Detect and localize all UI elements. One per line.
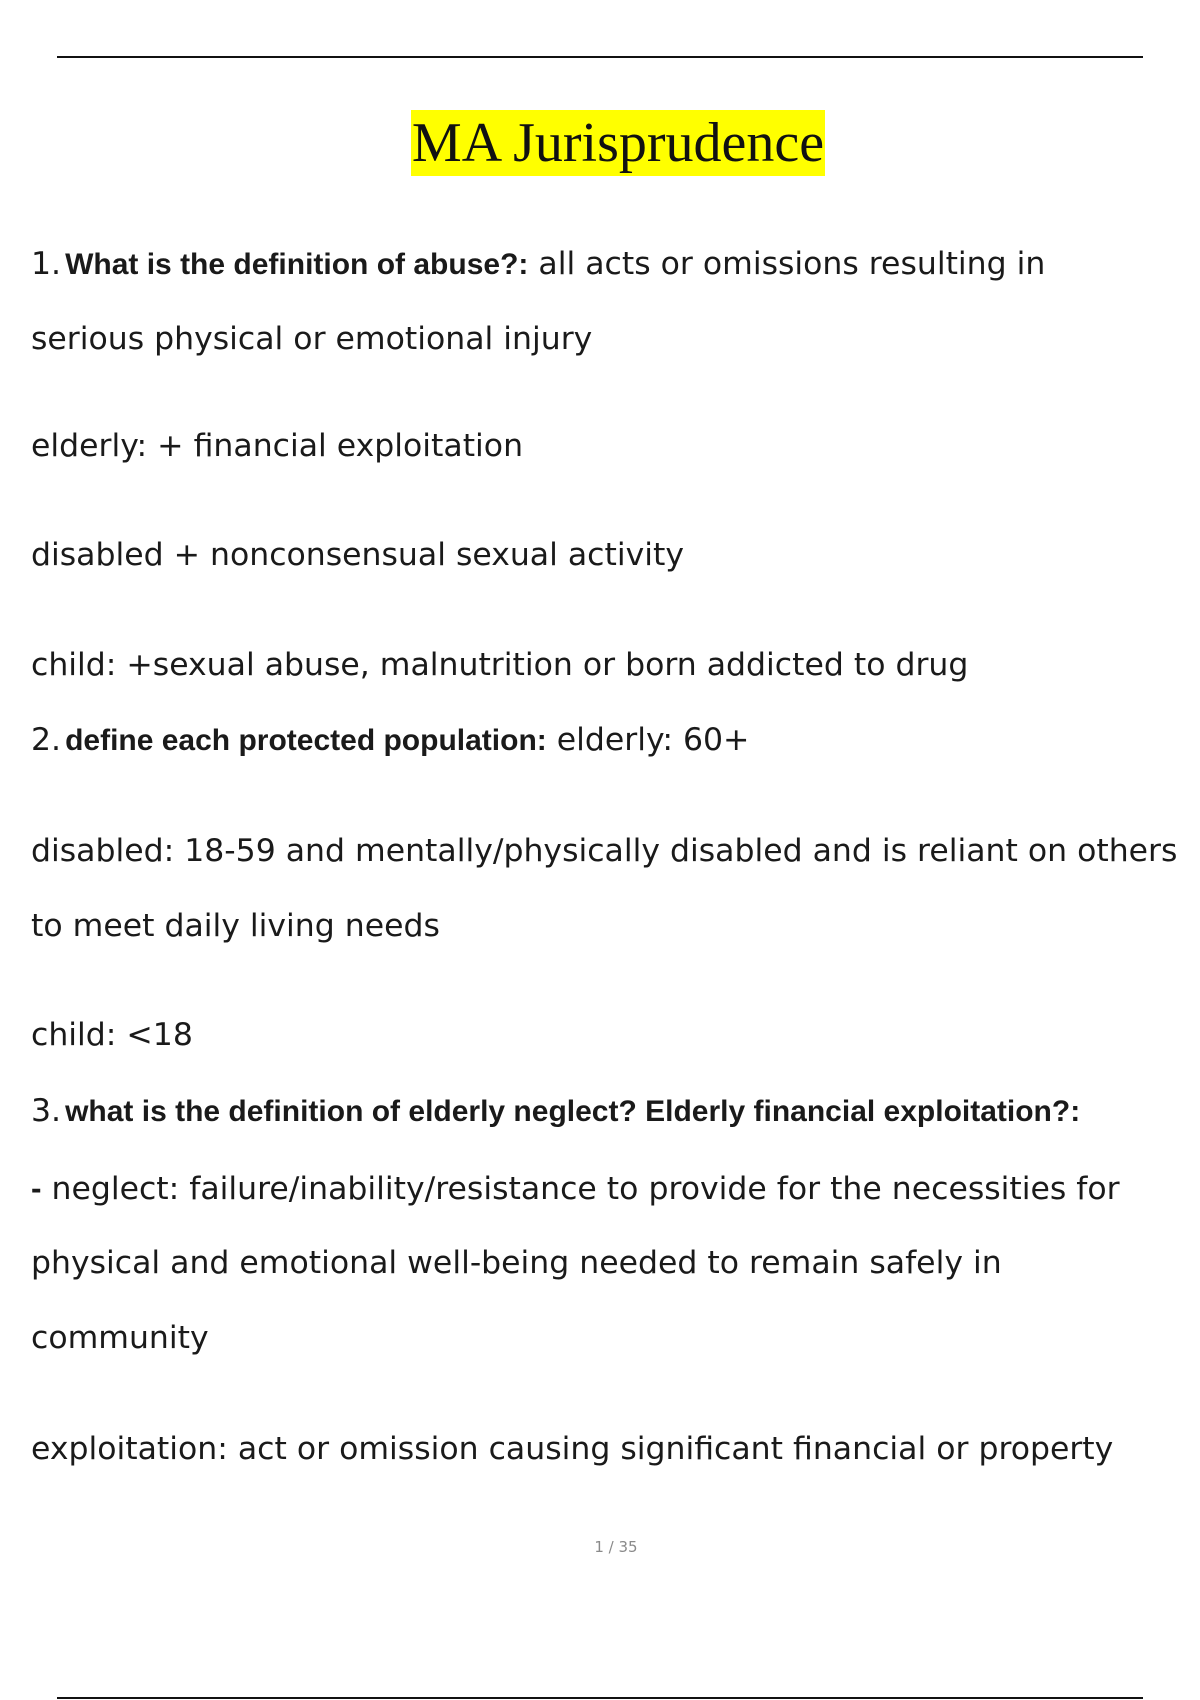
page-indicator: 1 / 35 (594, 1538, 638, 1556)
question-text: What is the definition of abuse?: (65, 248, 529, 281)
answer-text: neglect: failure/inability/resistance to provide for the necessities for (41, 1171, 1120, 1207)
bottom-rule (57, 1697, 1143, 1699)
document-title: MA Jurisprudence (411, 112, 825, 174)
title-container (0, 110, 1200, 176)
item-3-first-answer-line (31, 1168, 1120, 1209)
answer-line: elderly: + financial exploitation (31, 428, 524, 464)
answer-line: disabled + nonconsensual sexual activity (31, 537, 684, 573)
question-text: define each protected population: (65, 724, 547, 757)
item-2-question-line (31, 720, 749, 761)
answer-line: to meet daily living needs (31, 908, 440, 944)
item-number: 3. (31, 1093, 62, 1129)
item-number: 2. (31, 722, 62, 758)
answer-line: serious physical or emotional injury (31, 321, 593, 357)
item-number: 1. (31, 246, 62, 282)
bullet-dash: - (31, 1170, 42, 1206)
answer-line: child: +sexual abuse, malnutrition or born addicted to drug (31, 647, 969, 683)
answer-text: all acts or omissions resulting in (528, 246, 1046, 282)
question-text: what is the definition of elderly neglect? Elderly financial exploitation?: (65, 1095, 1081, 1128)
answer-line: child: <18 (31, 1017, 193, 1053)
answer-line: community (31, 1320, 209, 1356)
top-rule (57, 56, 1143, 58)
answer-text: elderly: 60+ (546, 722, 750, 758)
answer-line: physical and emotional well-being needed to remain safely in (31, 1245, 1002, 1281)
answer-line: exploitation: act or omission causing significant financial or property (31, 1431, 1114, 1467)
item-1-question-line (31, 244, 1045, 285)
item-3-question-line (31, 1091, 1080, 1132)
answer-line: disabled: 18-59 and mentally/physically disabled and is reliant on others (31, 833, 1178, 869)
